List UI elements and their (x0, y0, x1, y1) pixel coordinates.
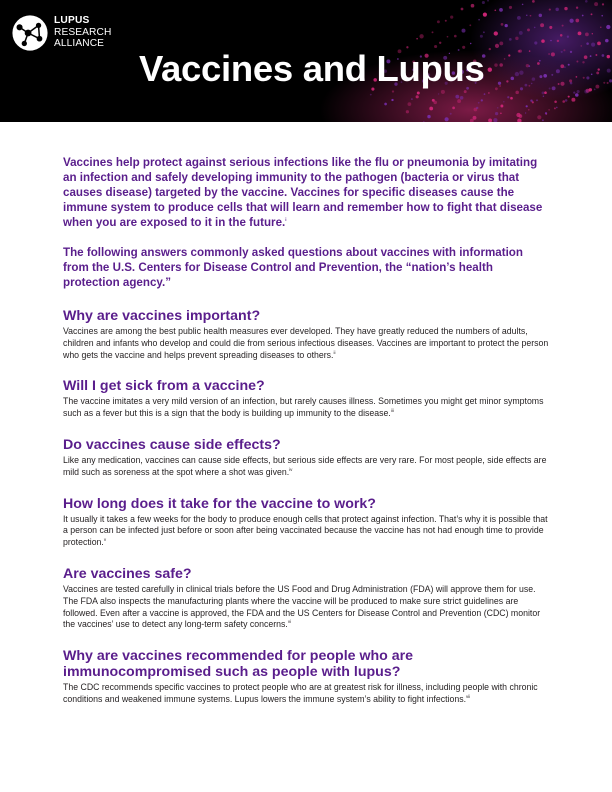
footnote-ref: vii (466, 694, 471, 700)
decorative-dot (575, 93, 579, 97)
decorative-dot (563, 49, 565, 51)
decorative-dot (473, 116, 477, 120)
logo (11, 14, 111, 52)
decorative-dot (605, 39, 609, 43)
decorative-dot (497, 107, 499, 109)
decorative-dot (519, 49, 522, 52)
decorative-dot (541, 39, 545, 43)
decorative-dot (509, 6, 512, 9)
decorative-dot (558, 83, 560, 85)
decorative-dot (560, 34, 563, 37)
decorative-dot (471, 4, 475, 8)
decorative-dot (445, 20, 447, 22)
decorative-dot (576, 76, 578, 78)
decorative-dot (530, 15, 532, 17)
decorative-dot (480, 35, 483, 38)
decorative-dot (602, 3, 604, 5)
decorative-dot (438, 93, 439, 94)
decorative-dot (580, 45, 582, 47)
decorative-dot (482, 1, 485, 4)
footnote-ref: vi (287, 619, 292, 625)
decorative-dot (515, 91, 519, 95)
decorative-dot (501, 23, 504, 26)
decorative-dot (577, 90, 580, 93)
decorative-dot (432, 31, 434, 33)
intro-paragraph-2: The following answers commonly asked questions about vaccines with information from the U.S. Centers for Disease Control and Prevention, the “nation’s health protection agency.” (63, 246, 523, 289)
lupus-logo-icon (11, 14, 49, 52)
logo-line-3: ALLIANCE (54, 38, 105, 50)
decorative-dot (503, 101, 504, 102)
decorative-dot (499, 41, 503, 45)
decorative-dot (567, 36, 569, 38)
decorative-dot (539, 14, 542, 17)
decorative-dot (543, 96, 544, 97)
decorative-dot (499, 8, 503, 12)
decorative-dot (594, 2, 598, 6)
section-body (63, 326, 551, 361)
decorative-dot (499, 63, 503, 67)
footnote-ref: iv (289, 466, 293, 472)
decorative-dot (500, 105, 503, 108)
section-heading: How long does it take for the vaccine to work? (63, 495, 376, 512)
decorative-dot (551, 52, 555, 56)
decorative-dot (429, 107, 433, 111)
decorative-dot (469, 24, 471, 26)
footnote-ref: i (285, 217, 287, 223)
page-title: Vaccines and Lupus (139, 48, 485, 89)
decorative-dot (586, 42, 589, 45)
decorative-dot (460, 96, 464, 100)
decorative-dot (573, 91, 575, 93)
decorative-dot (498, 82, 501, 85)
decorative-dot (570, 51, 572, 53)
decorative-dot (528, 109, 530, 111)
decorative-dot (585, 0, 588, 3)
decorative-dot (560, 82, 564, 86)
decorative-dot (450, 113, 452, 115)
decorative-dot (411, 98, 413, 100)
decorative-dot (528, 65, 530, 67)
decorative-dot (494, 63, 497, 66)
decorative-dot (583, 77, 585, 79)
decorative-dot (419, 34, 423, 38)
decorative-dot (478, 19, 480, 21)
decorative-dot (525, 112, 526, 113)
decorative-dot (585, 33, 589, 37)
logo-line-2: RESEARCH (54, 26, 112, 38)
section-heading: Are vaccines safe? (63, 565, 192, 582)
decorative-dot (522, 4, 524, 6)
decorative-dot (589, 88, 592, 91)
decorative-dot (607, 69, 611, 73)
decorative-dot (519, 71, 523, 75)
section-body-text: Vaccines are among the best public health measures ever developed. They have greatly reduced the numbers of adults, children and infants who develop and could die from serious infectious diseases. Vaccines are important to protect the person who gets the vaccine and helps prevent spreading diseases to others. (63, 326, 549, 360)
decorative-dot (470, 43, 471, 44)
decorative-dot (552, 86, 556, 90)
footnote-ref: iii (390, 408, 394, 414)
decorative-dot (594, 89, 596, 91)
section-body-text: The CDC recommends specific vaccines to protect people who are at greatest risk for illness, including people with chronic conditions and weakened immune systems. Lupus lowers the immune system’s ability to fight infections. (63, 682, 538, 704)
decorative-dot (511, 77, 515, 81)
decorative-dot (607, 82, 609, 84)
decorative-dot (571, 98, 575, 102)
decorative-dot (565, 99, 568, 102)
decorative-dot (527, 28, 530, 31)
main-content (63, 155, 551, 706)
decorative-dot (592, 33, 593, 34)
decorative-dot (441, 90, 445, 94)
decorative-dot (582, 15, 584, 17)
decorative-dot (584, 55, 588, 59)
decorative-dot (416, 95, 419, 98)
decorative-dot (602, 54, 605, 57)
section-body (63, 682, 551, 706)
decorative-dot (526, 64, 529, 67)
decorative-dot (601, 15, 603, 17)
decorative-dot (556, 69, 560, 73)
decorative-dot (536, 99, 538, 101)
decorative-dot (529, 50, 530, 51)
decorative-dot (586, 76, 589, 79)
decorative-dot (526, 105, 528, 107)
decorative-dot (484, 93, 486, 95)
decorative-dot (517, 16, 521, 20)
decorative-dot (569, 79, 572, 82)
decorative-dot (551, 74, 553, 76)
decorative-dot (548, 109, 549, 110)
decorative-dot (499, 85, 501, 87)
decorative-dot (560, 64, 564, 68)
decorative-dot (554, 101, 557, 104)
section-body-text: Like any medication, vaccines can cause side effects, but serious side effects are very rare. For most people, side effects are mild such as soreness at the spot where a shot was given. (63, 454, 547, 477)
decorative-dot (462, 29, 466, 33)
decorative-dot (494, 31, 498, 35)
decorative-dot (590, 55, 592, 57)
section-body (63, 396, 551, 420)
intro-paragraph-1 (63, 155, 551, 230)
logo-wordmark (54, 15, 111, 50)
decorative-dot (509, 38, 512, 41)
decorative-dot (591, 13, 593, 15)
section-body-text: It usually it takes a few weeks for the body to produce enough cells that protect against infection. That’s why it is possible that a person can be infected just before or soon after being vaccinated because the vaccine has not had enough time to provide protection. (63, 513, 548, 548)
decorative-dot (544, 91, 547, 94)
decorative-dot (545, 112, 547, 114)
section-body-text: The vaccine imitates a very mild version of an infection, but rarely causes illness. Sometimes you might get minor symptoms such as a fever but this is a sign that the body is building up immunity to the disease. (63, 396, 544, 419)
decorative-dot (575, 19, 579, 23)
decorative-dot (519, 114, 523, 118)
decorative-dot (578, 31, 582, 35)
decorative-dot (437, 20, 440, 23)
section-heading: Why are vaccines recommended for people who are immunocompromised such as people with lupus? (63, 648, 414, 681)
decorative-dot (576, 61, 578, 63)
logo-line-1: LUPUS (54, 15, 90, 26)
decorative-dot (495, 44, 499, 48)
decorative-dot (515, 37, 518, 40)
decorative-dot (427, 115, 430, 118)
decorative-dot (584, 89, 588, 93)
decorative-dot (528, 85, 530, 87)
decorative-dot (597, 42, 601, 46)
section-body (63, 455, 551, 479)
decorative-dot (564, 7, 567, 10)
decorative-dot (531, 83, 532, 84)
decorative-dot (555, 8, 558, 11)
decorative-dot (406, 110, 409, 113)
decorative-dot (416, 38, 418, 40)
decorative-dot (370, 94, 372, 96)
decorative-dot (532, 101, 534, 103)
decorative-dot (508, 54, 510, 56)
decorative-dot (549, 9, 551, 11)
decorative-dot (598, 68, 600, 70)
decorative-dot (595, 54, 597, 56)
decorative-dot (495, 87, 498, 90)
decorative-dot (607, 55, 610, 58)
decorative-dot (549, 88, 551, 90)
decorative-dot (481, 99, 483, 101)
decorative-dot (515, 72, 519, 76)
footnote-ref: v (103, 537, 107, 543)
decorative-dot (595, 85, 599, 89)
section-body (63, 584, 551, 631)
section-heading: Why are vaccines important? (63, 308, 261, 324)
decorative-dot (532, 77, 536, 81)
decorative-dot (569, 19, 573, 23)
decorative-dot (408, 102, 412, 106)
decorative-dot (539, 60, 541, 62)
decorative-dot (494, 9, 496, 11)
decorative-dot (549, 26, 552, 29)
decorative-dot (537, 115, 541, 119)
section-heading: Do vaccines cause side effects? (63, 436, 281, 453)
decorative-dot (504, 58, 506, 60)
decorative-dot (596, 71, 599, 74)
section-body-text: Vaccines are tested carefully in clinical trials before the US Food and Drug Administration (FDA) will approve them for use. The FDA also inspects the manufacturing plants where the vaccine will be produced to make sure strict guidelines are followed. Even after a vaccine is approved, the FDA and the US Centers for Disease Control and Prevention (CDC) monitor the vaccines’ use to detect any long-term safety concerns. (63, 583, 541, 630)
decorative-dot (487, 0, 488, 1)
decorative-dot (603, 82, 605, 84)
decorative-dot (455, 95, 459, 99)
decorative-dot (525, 84, 528, 87)
decorative-dot (539, 75, 542, 78)
decorative-dot (568, 64, 570, 66)
decorative-dot (488, 92, 489, 93)
header-banner (0, 0, 612, 122)
decorative-dot (488, 68, 492, 72)
decorative-dot (600, 27, 601, 28)
footnote-ref: ii (333, 349, 336, 355)
decorative-dot (540, 23, 544, 27)
decorative-dot (507, 96, 509, 98)
decorative-dot (384, 103, 387, 106)
decorative-dot (457, 99, 461, 103)
decorative-dot (520, 87, 523, 90)
decorative-dot (591, 74, 593, 76)
decorative-dot (548, 53, 550, 55)
decorative-dot (561, 51, 563, 53)
decorative-dot (483, 13, 487, 17)
decorative-dot (542, 119, 544, 121)
decorative-dot (562, 100, 565, 103)
decorative-dot (461, 8, 464, 11)
decorative-dot (582, 61, 584, 63)
decorative-dot (537, 62, 540, 65)
decorative-dot (556, 107, 558, 109)
decorative-dot (432, 99, 435, 102)
intro-paragraph-1-text: Vaccines help protect against serious infections like the flu or pneumonia by imitating an infection and safely developing immunity to the pathogen (bacteria or virus that causes disease) targeted by the vaccine. Vaccines for specific diseases cause the immune system to produce cells that will learn and remember how to fight that disease when you are exposed to it in the future. (63, 156, 543, 229)
decorative-dot (534, 41, 537, 44)
decorative-dot (478, 102, 480, 104)
decorative-dot (543, 74, 547, 78)
decorative-dot (445, 117, 449, 121)
decorative-dot (510, 97, 513, 100)
decorative-dot (550, 40, 551, 41)
decorative-dot (391, 99, 393, 101)
decorative-dot (526, 15, 527, 16)
decorative-dot (562, 25, 564, 27)
decorative-dot (483, 31, 485, 33)
decorative-dot (464, 90, 467, 93)
decorative-dot (505, 24, 508, 27)
decorative-dot (452, 107, 455, 110)
decorative-dot (489, 48, 491, 50)
decorative-dot (519, 31, 523, 35)
decorative-dot (532, 0, 535, 3)
decorative-dot (606, 25, 610, 29)
section-body (63, 514, 551, 549)
decorative-dot (392, 90, 394, 92)
decorative-dot (447, 36, 449, 38)
decorative-dot (542, 91, 545, 94)
decorative-dot (568, 96, 570, 98)
decorative-dot (450, 16, 453, 19)
decorative-dot (506, 80, 508, 82)
decorative-dot (454, 35, 457, 38)
section-heading: Will I get sick from a vaccine? (63, 378, 265, 395)
decorative-dot (591, 43, 595, 47)
decorative-dot (417, 92, 420, 95)
decorative-dot (495, 112, 498, 115)
decorative-dot (576, 7, 578, 9)
decorative-dot (500, 112, 502, 114)
decorative-dot (564, 66, 566, 68)
decorative-dot (554, 107, 556, 109)
decorative-dot (534, 27, 536, 29)
decorative-dot (476, 107, 478, 109)
decorative-dot (439, 42, 441, 44)
decorative-dot (557, 40, 559, 42)
